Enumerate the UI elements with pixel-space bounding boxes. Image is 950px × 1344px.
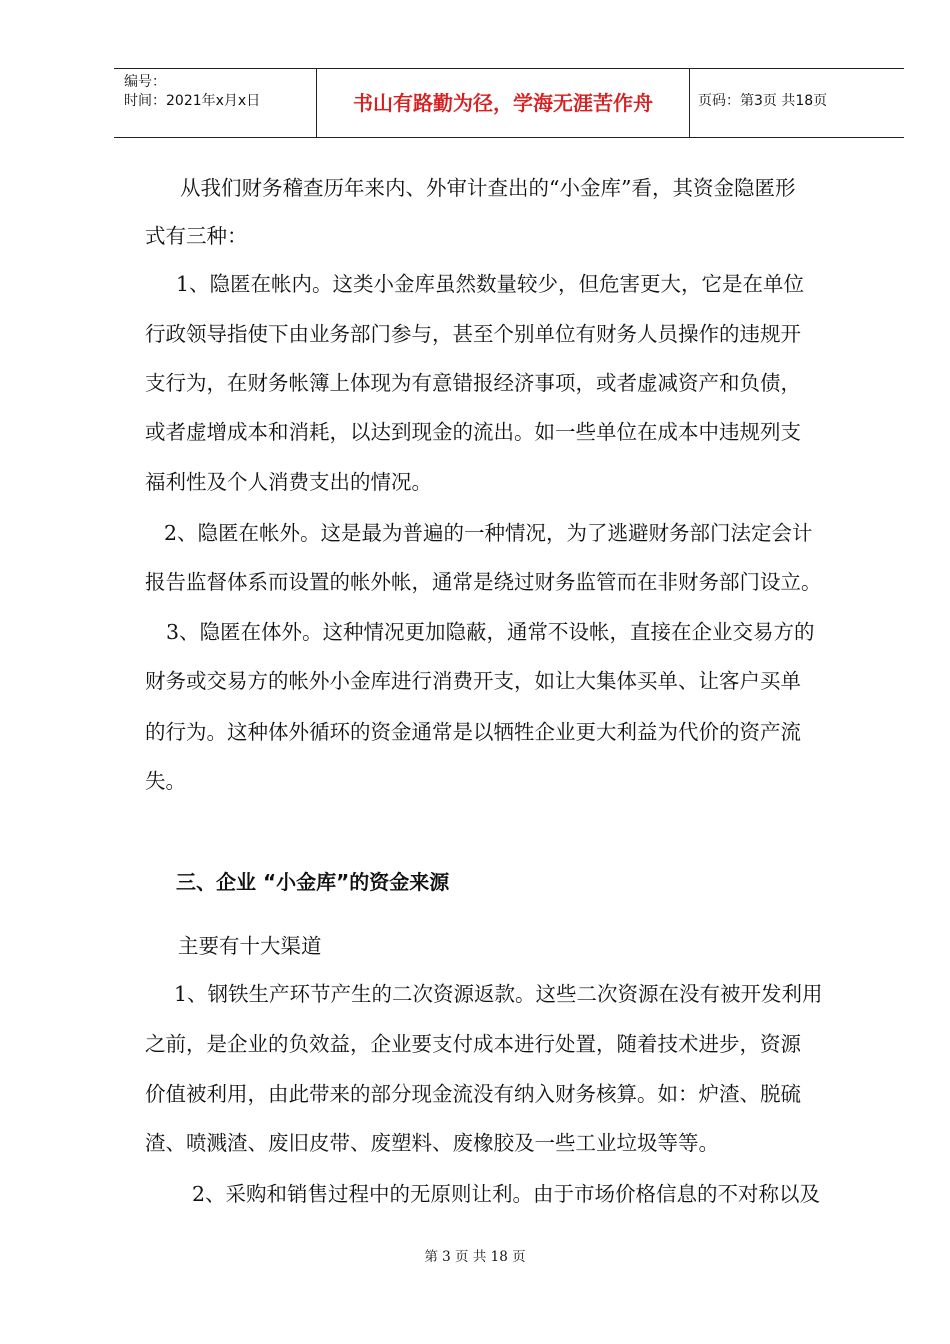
body-line: 支行为，在财务帐簿上体现为有意错报经济事项，或者虚减资产和负债， [145, 371, 801, 395]
body-line: 2、采购和销售过程中的无原则让利。由于市场价格信息的不对称以及 [192, 1182, 821, 1206]
body-line: 1、隐匿在帐内。这类小金库虽然数量较少，但危害更大，它是在单位 [176, 272, 805, 296]
header-motto-cell [316, 69, 690, 137]
body-line: 之前，是企业的负效益，企业要支付成本进行处置，随着技术进步，资源 [145, 1032, 801, 1056]
body-line: 渣、喷溅渣、废旧皮带、废塑料、废橡胶及一些工业垃圾等等。 [145, 1131, 719, 1155]
body-line: 3、隐匿在体外。这种情况更加隐蔽，通常不设帐，直接在企业交易方的 [166, 620, 815, 644]
body-line: 财务或交易方的帐外小金库进行消费开支，如让大集体买单、让客户买单 [145, 669, 801, 693]
body-line: 1、钢铁生产环节产生的二次资源返款。这些二次资源在没有被开发利用 [174, 982, 823, 1006]
page-footer: 第 3 页 共 18 页 [424, 1249, 526, 1265]
body-line: 或者虚增成本和消耗，以达到现金的流出。如一些单位在成本中违规列支 [145, 420, 801, 444]
page-header [114, 68, 904, 138]
body-line: 2、隐匿在帐外。这是最为普遍的一种情况，为了逃避财务部门法定会计 [164, 521, 813, 545]
body-line: 价值被利用，由此带来的部分现金流没有纳入财务核算。如：炉渣、脱硫 [145, 1082, 801, 1106]
header-page-cell [690, 69, 904, 137]
body-line: 的行为。这种体外循环的资金通常是以牺牲企业更大利益为代价的资产流 [145, 720, 801, 744]
body-line: 行政领导指使下由业务部门参与，甚至个别单位有财务人员操作的违规开 [145, 322, 801, 346]
body-line: 福利性及个人消费支出的情况。 [145, 470, 432, 494]
body-line: 式有三种： [145, 224, 248, 248]
body-line: 主要有十大渠道 [178, 934, 322, 958]
header-page-number: 页码：第3页 共18页 [698, 93, 828, 109]
body-line: 失。 [145, 769, 186, 793]
header-motto: 书山有路勤为径，学海无涯苦作舟 [353, 91, 653, 115]
document-time-label: 时间：2021年x月x日 [124, 93, 261, 109]
body-line: 报告监督体系而设置的帐外帐，通常是绕过财务监管而在非财务部门设立。 [145, 570, 822, 594]
section-heading: 三、企业 “小金库”的资金来源 [176, 870, 450, 894]
header-meta-cell [114, 69, 316, 137]
body-line: 从我们财务稽查历年来内、外审计查出的“小金库”看，其资金隐匿形 [180, 176, 796, 200]
document-number-label: 编号： [124, 74, 166, 90]
